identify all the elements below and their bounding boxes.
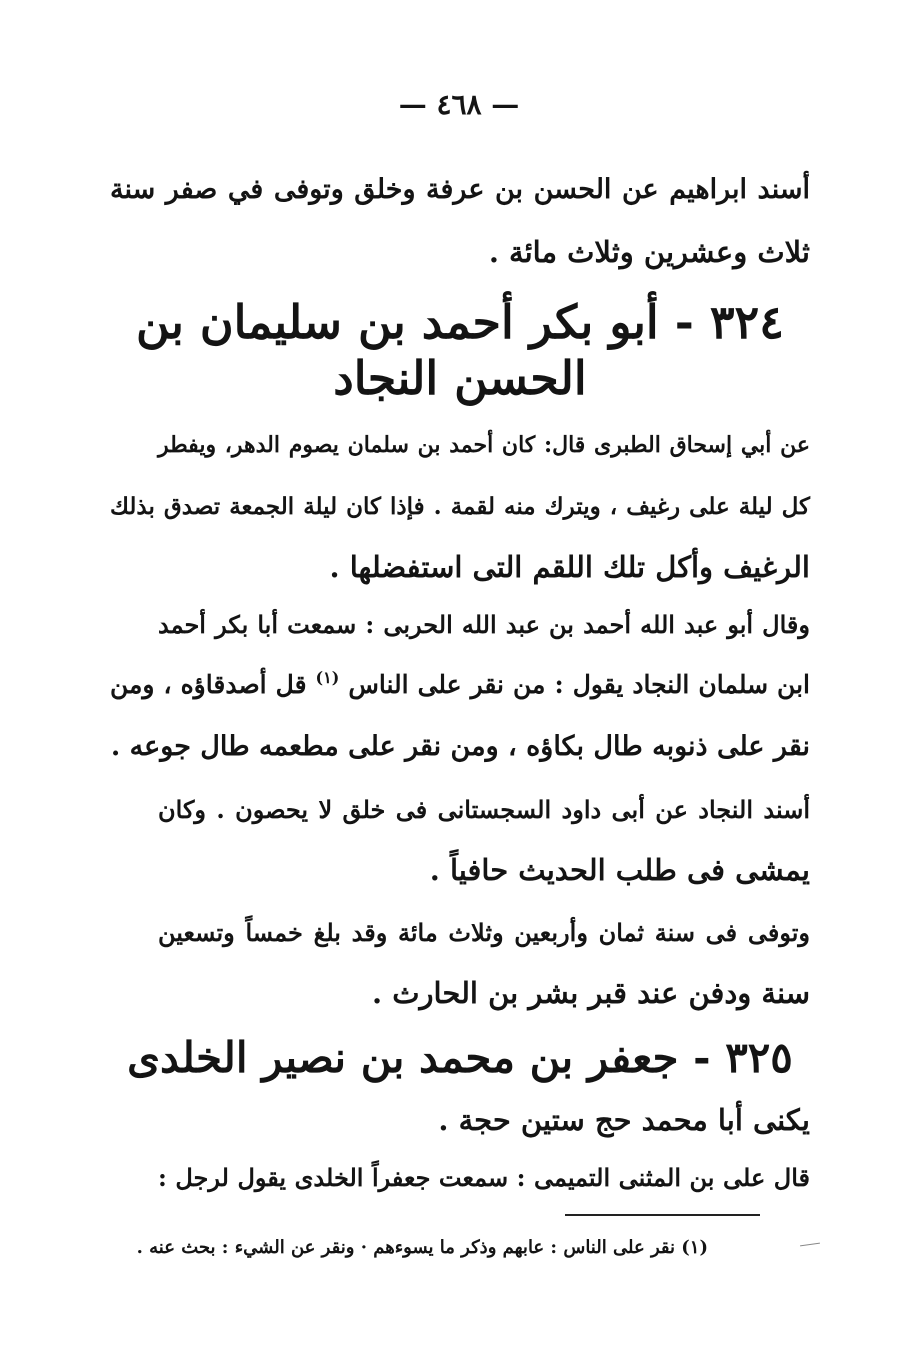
paragraph-line: يكنى أبا محمد حج ستين حجة .: [438, 1103, 810, 1137]
paragraph-line: عن أبي إسحاق الطبرى قال: كان أحمد بن سلمان يصوم الدهر، ويفطر: [158, 432, 810, 458]
footnote-divider: [565, 1214, 760, 1216]
paragraph-line: [110, 665, 810, 708]
paragraph-line: وتوفى فى سنة ثمان وأربعين وثلاث مائة وقد بلغ خمساً وتسعين: [158, 918, 810, 947]
biography-heading-325: ٣٢٥ - جعفر بن محمد بن نصير الخلدى: [127, 1033, 793, 1082]
paragraph-line: سنة ودفن عند قبر بشر بن الحارث .: [372, 976, 810, 1010]
paragraph-line: وقال أبو عبد الله أحمد بن عبد الله الحربى : سمعت أبا بكر أحمد: [158, 610, 810, 639]
paragraph-line: الرغيف وأكل تلك اللقم التى استفضلها .: [329, 550, 810, 584]
paragraph-text: ابن سلمان النجاد يقول : من نقر على الناس: [348, 670, 810, 699]
paragraph-line: أسند ابراهيم عن الحسن بن عرفة وخلق وتوفى في صفر سنة: [110, 174, 810, 205]
page-number: — ٤٦٨ —: [398, 88, 520, 121]
paragraph-line: قال على بن المثنى التميمى : سمعت جعفراً الخلدى يقول لرجل :: [158, 1163, 810, 1192]
paragraph-line: يمشى فى طلب الحديث حافياً .: [429, 853, 810, 887]
paragraph-text: قل أصدقاؤه ، ومن: [110, 670, 307, 699]
paragraph-line: ثلاث وعشرين وثلاث مائة .: [488, 235, 810, 269]
paragraph-line: كل ليلة على رغيف ، ويترك منه لقمة . فإذا كان ليلة الجمعة تصدق بذلك: [110, 493, 810, 520]
paragraph-line: نقر على ذنوبه طال بكاؤه ، ومن نقر على مطعمه طال جوعه .: [110, 731, 810, 762]
biography-heading-324-cont: الحسن النجاد: [333, 351, 587, 405]
margin-mark: [800, 1243, 820, 1247]
footnote: (١) نقر على الناس : عابهم وذكر ما يسوءهم · ونقر عن الشيء : بحث عنه .: [136, 1237, 708, 1258]
footnote-reference: (١): [315, 668, 340, 687]
paragraph-line: أسند النجاد عن أبى داود السجستانى فى خلق لا يحصون . وكان: [158, 795, 810, 824]
biography-heading-324: ٣٢٤ - أبو بكر أحمد بن سليمان بن: [136, 295, 784, 349]
